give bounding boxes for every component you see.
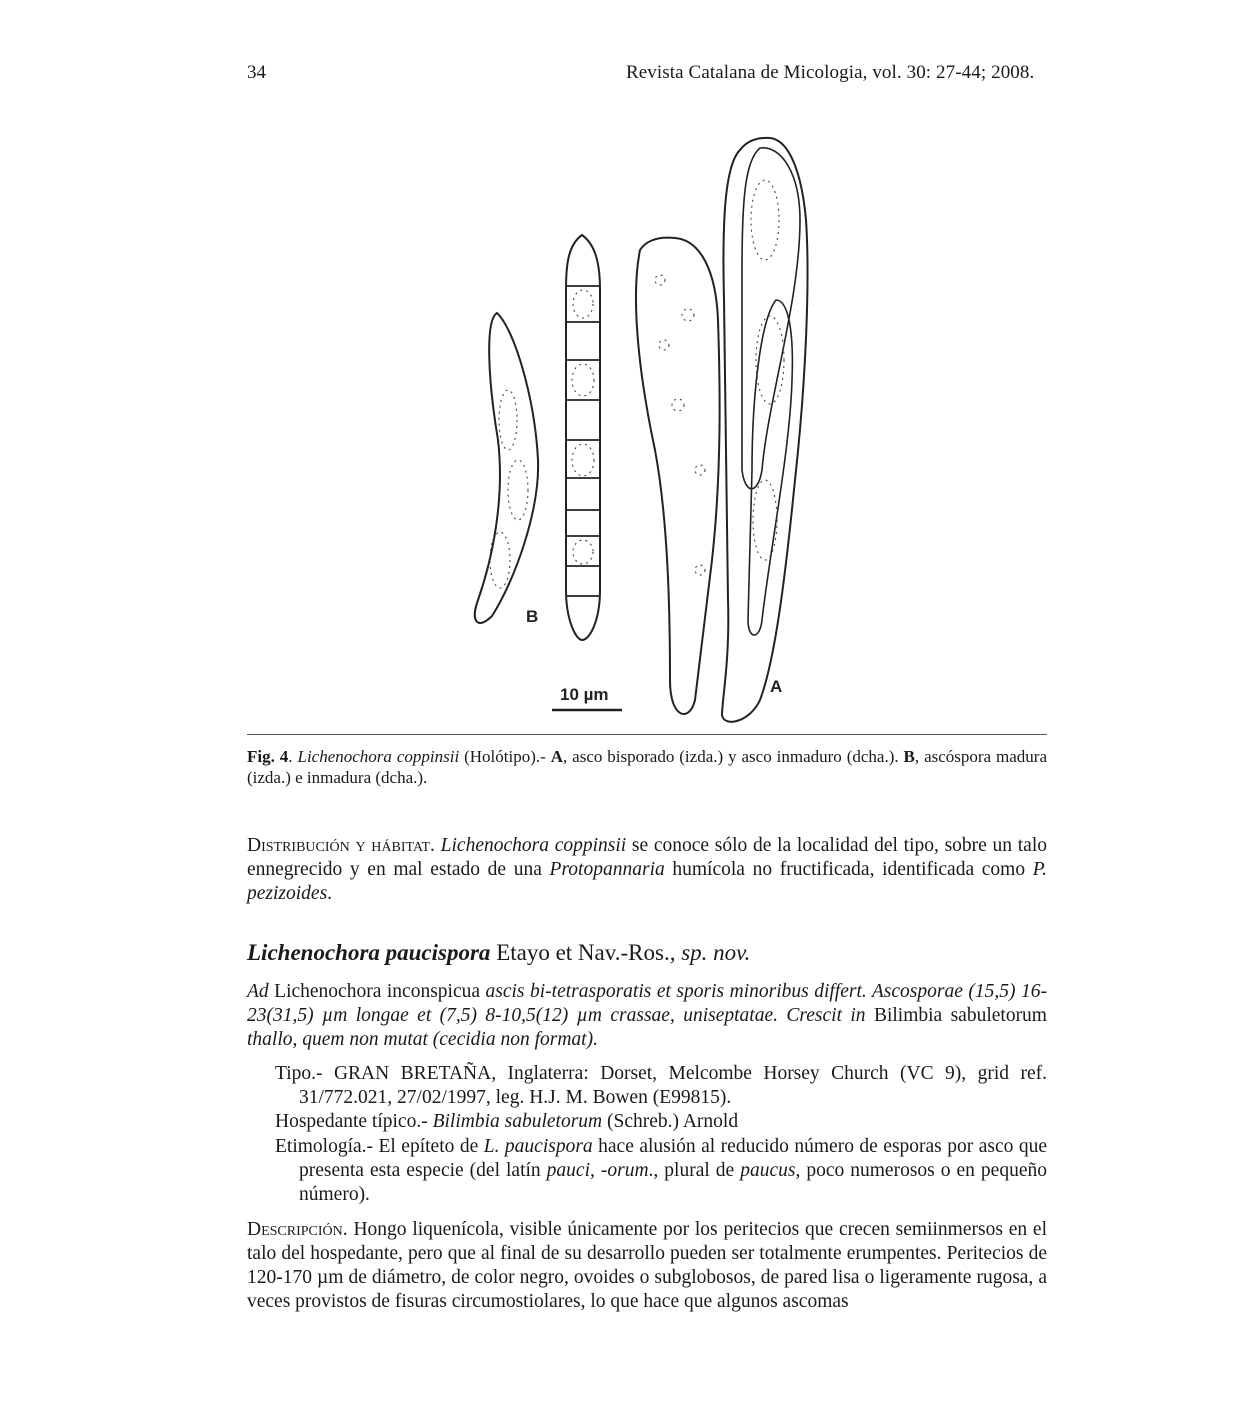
distribution-heading: Distribución y hábitat.: [247, 835, 435, 856]
ascus-a-inner-spore-1: [742, 148, 800, 489]
distribution-paragraph: Distribución y hábitat. Lichenochora coppinsii se conoce sólo de la localidad del tipo, sobre un talo ennegrecido y en mal estado de una Protopannaria humícola no fructificada, identificada como P. pezizoides.: [247, 835, 1047, 904]
figure-4-illustration: [440, 130, 840, 730]
spore-b-immature: [566, 235, 600, 640]
scale-bar-label: 10 µm: [560, 685, 609, 704]
latin-diagnosis: Ad Lichenochora inconspicua ascis bi-tetrasporatis et sporis minoribus differt. Ascosporae (15,5) 16-23(31,5) µm longae et (7,5) 8-10,5(12) µm crassae, uniseptatae. Crescit in Bilimbia sabuletorum thallo, quem non mutat (cecidia non format).: [247, 981, 1047, 1050]
caption-species: Lichenochora coppinsii: [297, 747, 460, 766]
figure-label-b: B: [526, 607, 539, 626]
figure-caption: Fig. 4. Lichenochora coppinsii (Holótipo).- A, asco bisporado (izda.) y asco inmaduro (dcha.). B, ascóspora madura (izda.) e inmadura (dcha.).: [247, 747, 1047, 787]
etimologia-paragraph: Etimología.- El epíteto de L. paucispora hace alusión al reducido número de esporas por asco que presenta esta especie (del latín pauci, -orum., plural de paucus, poco numerosos o en pequeño número).: [275, 1136, 1047, 1205]
figure-label-a: A: [770, 677, 783, 696]
page-number: 34: [247, 62, 266, 83]
ascus-a-bisporate: [636, 238, 720, 714]
description-heading: Descripción.: [247, 1219, 348, 1240]
description-paragraph: Descripción. Hongo liquenícola, visible únicamente por los peritecios que crecen semiinmersos en el talo del hospedante, pero que al final de su desarrollo pueden ser totalmente erumpentes. Peritecios de 120-170 µm de diámetro, de color negro, ovoides o subglobosos, de pared lisa o ligeramente rugosa, a veces provistos de fisuras circumostiolares, lo que hace que algunos ascomas: [247, 1219, 1047, 1312]
caption-fig-label: Fig. 4: [247, 747, 289, 766]
ascus-a-inner-spore-2: [748, 300, 792, 635]
ascus-a-immature-outer: [722, 138, 808, 722]
species-title: Lichenochora paucispora Etayo et Nav.-Ros., sp. nov.: [247, 940, 751, 965]
figure-divider: [247, 734, 1047, 735]
species-name: Lichenochora paucispora: [247, 940, 491, 965]
tipo-paragraph: Tipo.- GRAN BRETAÑA, Inglaterra: Dorset, Melcombe Horsey Church (VC 9), grid ref. 31/772.021, 27/02/1997, leg. H.J. M. Bowen (E99815).: [275, 1063, 1047, 1108]
spore-b-mature: [475, 313, 538, 623]
journal-header: Revista Catalana de Micologia, vol. 30: 27-44; 2008.: [626, 62, 1035, 83]
hospedante-paragraph: Hospedante típico.- Bilimbia sabuletorum (Schreb.) Arnold: [275, 1111, 739, 1132]
